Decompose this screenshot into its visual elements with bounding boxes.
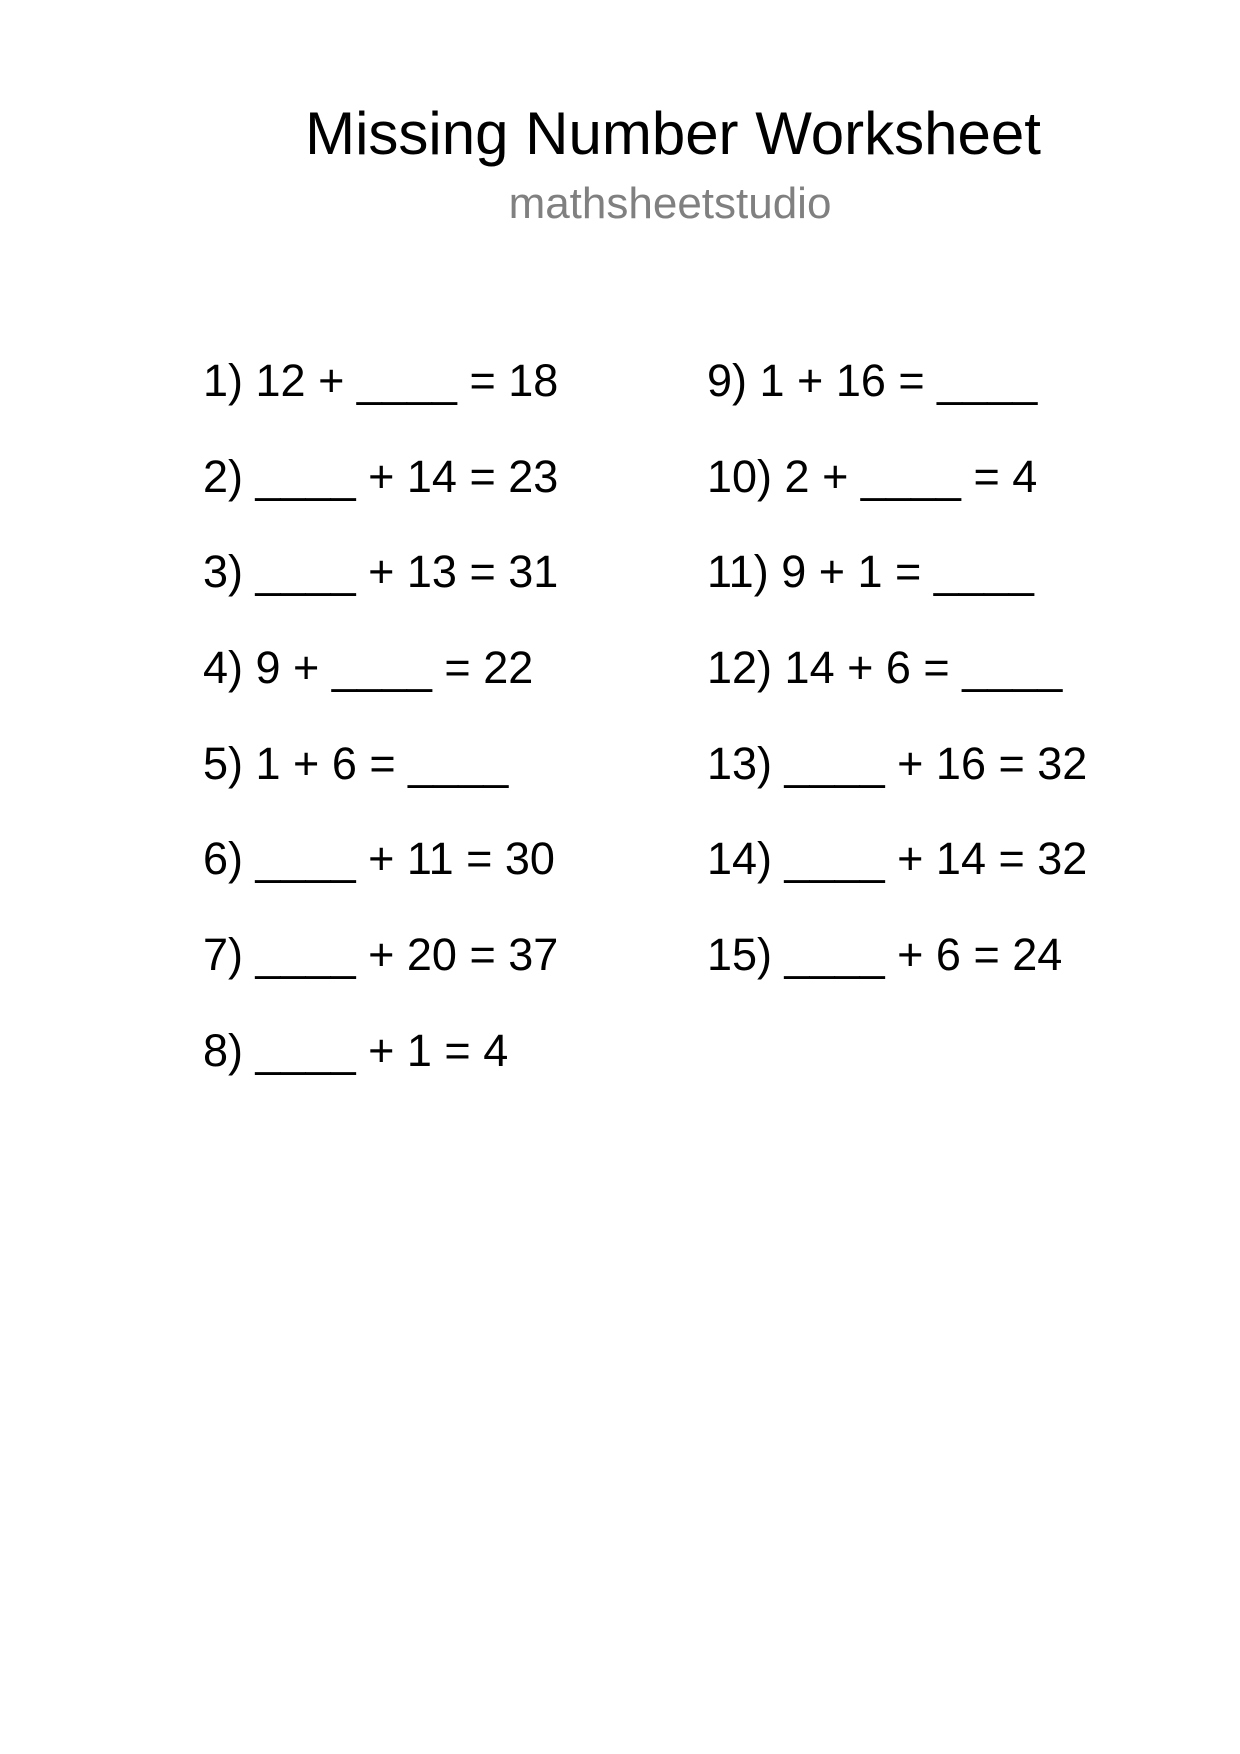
problem-1: 1) 12 + ____ = 18	[203, 355, 559, 406]
problem-6: 6) ____ + 11 = 30	[203, 833, 555, 885]
problem-15: 15) ____ + 6 = 24	[707, 929, 1063, 981]
worksheet-subtitle: mathsheetstudio	[508, 179, 832, 228]
problem-3: 3) ____ + 13 = 31	[203, 546, 559, 598]
problem-11: 11) 9 + 1 = ____	[707, 546, 1034, 598]
problem-column-left	[203, 356, 558, 1122]
problem-14: 14) ____ + 14 = 32	[707, 833, 1088, 885]
worksheet-title: Missing Number Worksheet	[305, 100, 1041, 167]
problem-10: 10) 2 + ____ = 4	[707, 450, 1038, 502]
problem-5: 5) 1 + 6 = ____	[203, 737, 509, 789]
problem-12: 12) 14 + 6 = ____	[707, 642, 1063, 694]
problem-2: 2) ____ + 14 = 23	[203, 450, 559, 502]
problem-4: 4) 9 + ____ = 22	[203, 642, 534, 694]
problem-7: 7) ____ + 20 = 37	[203, 929, 559, 981]
problem-13: 13) ____ + 16 = 32	[707, 737, 1088, 789]
problem-column-right	[707, 356, 1087, 1026]
problem-9: 9) 1 + 16 = ____	[707, 355, 1038, 406]
problem-8: 8) ____ + 1 = 4	[203, 1024, 509, 1076]
